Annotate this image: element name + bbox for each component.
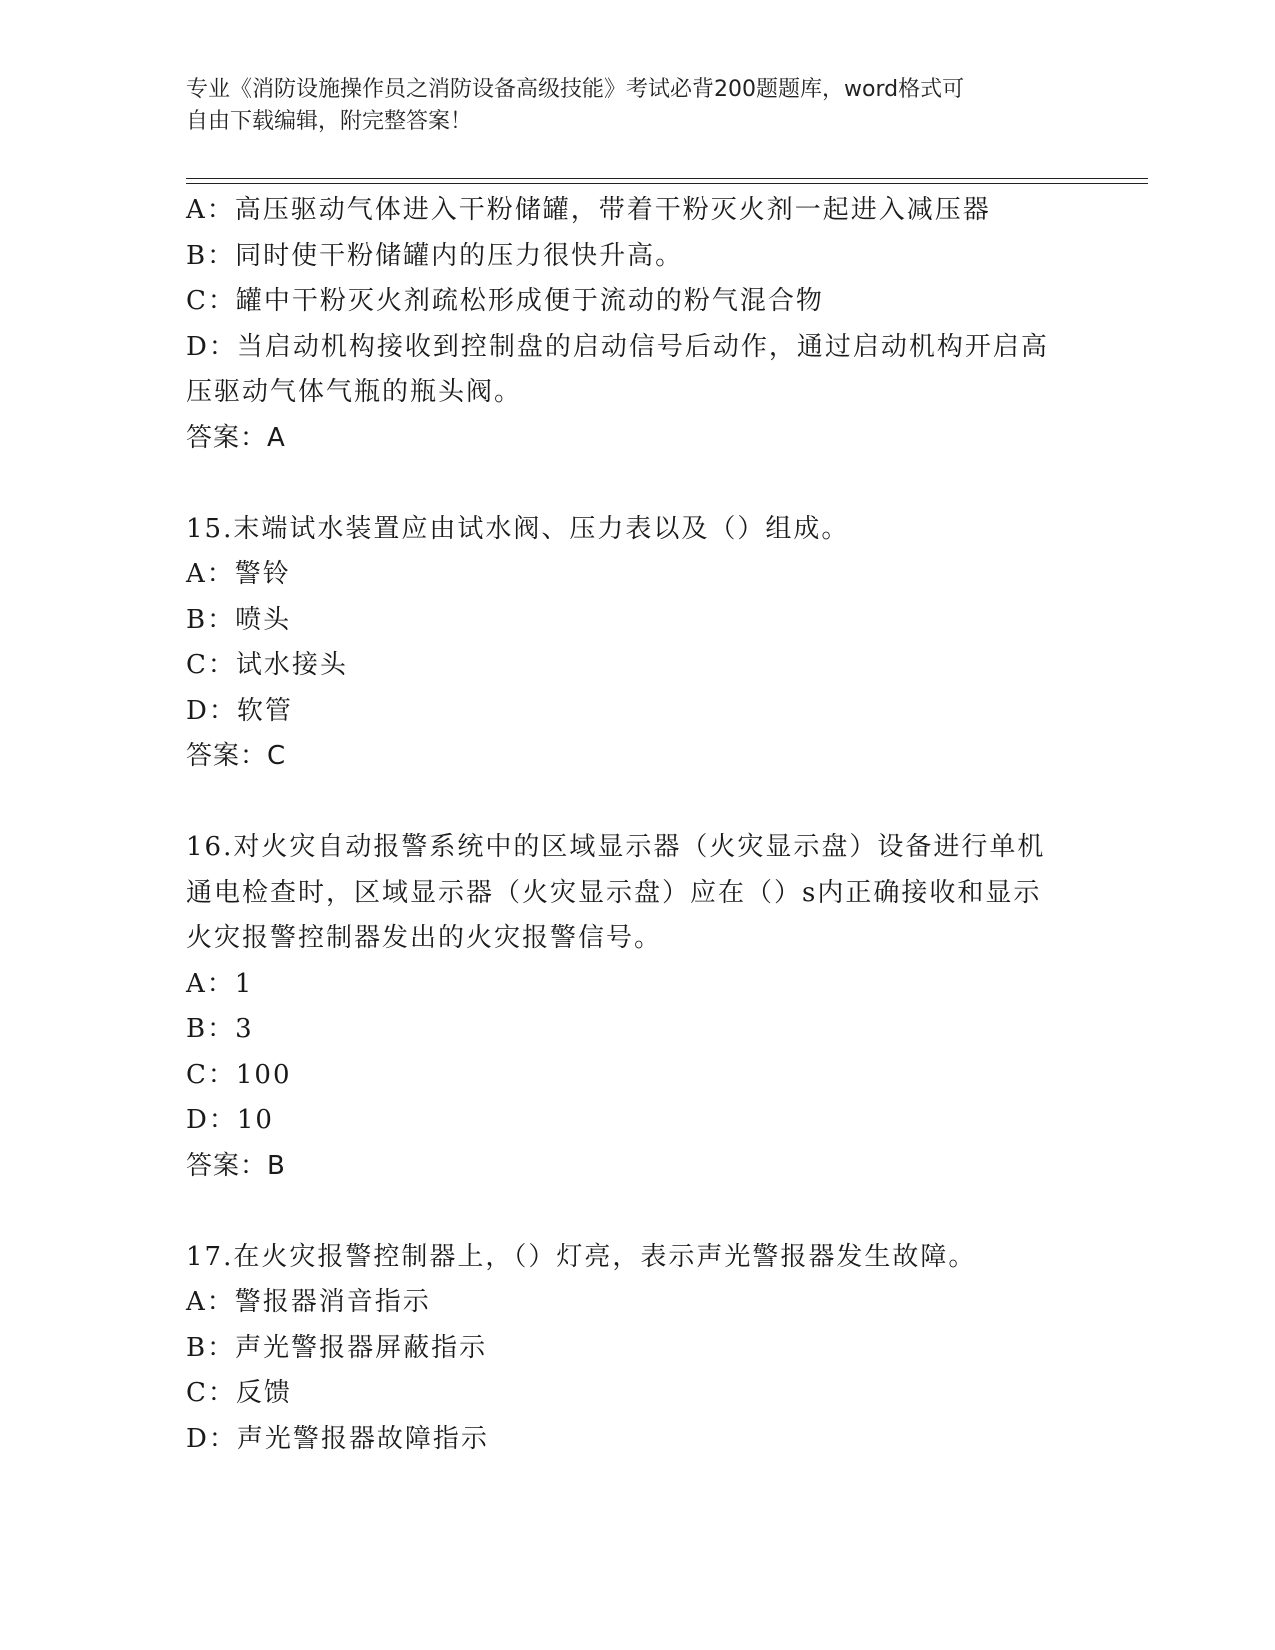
q15-option-c: C：试水接头: [186, 650, 348, 680]
q17-option-b: B：声光警报器屏蔽指示: [186, 1332, 488, 1363]
q17-option-c: C：反馈: [186, 1378, 292, 1408]
q16-question-line-3: 火灾报警控制器发出的火灾报警信号。: [186, 923, 663, 953]
q14-option-c: C：罐中干粉灭火剂疏松形成便于流动的粉气混合物: [186, 286, 824, 316]
q17-option-d: D：声光警报器故障指示: [186, 1423, 489, 1454]
q16-option-d: D：10: [186, 1105, 274, 1135]
q16-answer: 答案：B: [186, 1150, 286, 1181]
q16-option-c: C：100: [186, 1059, 292, 1090]
q16-option-a: A：1: [186, 968, 254, 999]
spacer: [186, 1189, 1086, 1235]
q17-question: 17.在火灾报警控制器上，（）灯亮，表示声光警报器发生故障。: [186, 1241, 977, 1272]
q15-question: 15.末端试水装置应由试水阀、压力表以及（）组成。: [186, 513, 850, 544]
q14-option-d-line-2: 压驱动气体气瓶的瓶头阀。: [186, 377, 523, 407]
q15-option-d: D：软管: [186, 695, 293, 726]
header-divider: [186, 178, 1148, 184]
q14-option-a: A：高压驱动气体进入干粉储罐，带着干粉灭火剂一起进入减压器: [186, 195, 991, 225]
question-list: [186, 188, 1086, 1462]
q14-option-b: B：同时使干粉储罐内的压力很快升高。: [186, 240, 684, 271]
spacer: [186, 780, 1086, 826]
q16-question-line-2: 通电检查时，区域显示器（火灾显示盘）应在（）s内正确接收和显示: [186, 877, 1042, 908]
q16-option-b: B：3: [186, 1014, 254, 1044]
question-17-block: [186, 1235, 1086, 1463]
page-header: [186, 74, 1066, 138]
q15-answer: 答案：C: [186, 741, 287, 771]
q16-question-line-1: 16.对火灾自动报警系统中的区域显示器（火灾显示盘）设备进行单机: [186, 832, 1046, 862]
q15-option-b: B：喷头: [186, 604, 292, 635]
q15-option-a: A：警铃: [186, 559, 291, 589]
q14-answer: 答案：A: [186, 422, 286, 453]
header-line-2: 自由下载编辑，附完整答案！: [186, 109, 473, 134]
question-15-block: [186, 507, 1086, 780]
q14-option-d-line-1: D：当启动机构接收到控制盘的启动信号后动作，通过启动机构开启高: [186, 331, 1049, 362]
question-14-block: [186, 188, 1086, 461]
q17-option-a: A：警报器消音指示: [186, 1287, 431, 1317]
header-line-1: 专业《消防设施操作员之消防设备高级技能》考试必背200题题库，word格式可: [186, 77, 965, 102]
question-16-block: [186, 825, 1086, 1189]
spacer: [186, 461, 1086, 507]
